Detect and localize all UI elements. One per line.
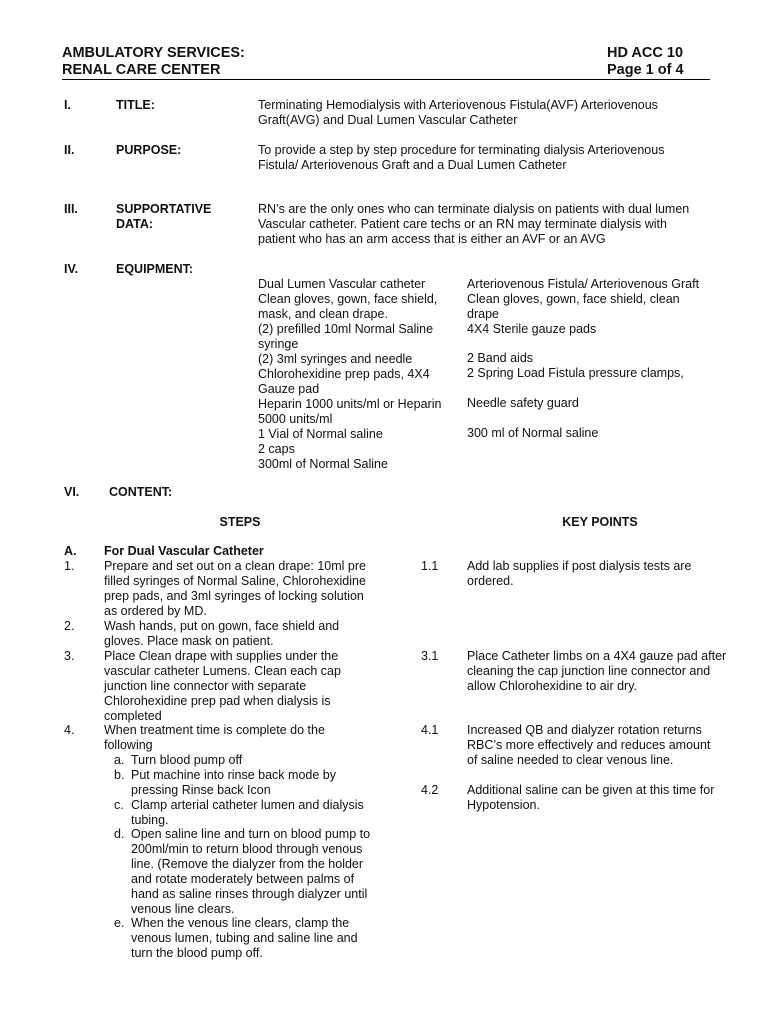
section-title-label: TITLE: [116, 98, 155, 112]
steps-section-letter: A. [64, 544, 77, 558]
section-title-text: Terminating Hemodialysis with Arteriovenous Fistula(AVF) Arteriovenous Graft(AVG) and Dual Lumen Vascular Catheter [258, 98, 658, 127]
key-points-column-header: KEY POINTS [562, 515, 638, 529]
substep-b-letter: b. [114, 768, 125, 782]
substep-d-text: Open saline line and turn on blood pump to 200ml/min to return blood through venous line. (Remove the dialyzer from the holder and rotate moderately between palms of hand as saline rinses through dialyzer until venous line clears. [131, 827, 371, 916]
step-1-text: Prepare and set out on a clean drape: 10ml pre filled syringes of Normal Saline, Chlorohexidine prep pads, and 3ml syringes of locking solution as ordered by MD. [104, 559, 366, 618]
steps-column-header: STEPS [219, 515, 261, 529]
step-3-text: Place Clean drape with supplies under the vascular catheter Lumens. Clean each cap junction line connector with separate Chlorohexidine prep pad when dialysis is completed [104, 649, 341, 723]
substep-b-text: Put machine into rinse back mode by pressing Rinse back Icon [131, 768, 336, 797]
section-equipment-label: EQUIPMENT: [116, 262, 194, 276]
section-purpose-number: II. [64, 143, 75, 157]
section-title-number: I. [64, 98, 71, 112]
equipment-fistula-list: Arteriovenous Fistula/ Arteriovenous Graft Clean gloves, gown, face shield, clean drape 4X4 Sterile gauze pads [467, 277, 700, 336]
substep-c-text: Clamp arterial catheter lumen and dialysis tubing. [131, 798, 364, 827]
step-1-number: 1. [64, 559, 75, 573]
substep-c-letter: c. [114, 798, 124, 812]
header-page-number: Page 1 of 4 [607, 62, 684, 78]
step-4-text: When treatment time is complete do the following [104, 723, 325, 752]
equipment-needle-guard: Needle safety guard [467, 396, 579, 410]
substep-e-text: When the venous line clears, clamp the venous lumen, tubing and saline line and turn the blood pump off. [131, 916, 358, 960]
step-3-number: 3. [64, 649, 75, 663]
section-purpose-label: PURPOSE: [116, 143, 182, 157]
section-equipment-number: IV. [64, 262, 79, 276]
key-point-4-2-text: Additional saline can be given at this time for Hypotension. [467, 783, 715, 812]
header-divider [62, 79, 710, 80]
section-supportive-number: III. [64, 202, 78, 216]
header-doc-code: HD ACC 10 [607, 45, 684, 61]
substep-a-letter: a. [114, 753, 125, 767]
equipment-band-aids: 2 Band aids [467, 351, 534, 365]
equipment-pressure-clamps: 2 Spring Load Fistula pressure clamps, [467, 366, 684, 380]
step-2-text: Wash hands, put on gown, face shield and gloves. Place mask on patient. [104, 619, 340, 648]
section-purpose-text: To provide a step by step procedure for terminating dialysis Arteriovenous Fistula/ Arteriovenous Graft and a Dual Lumen Catheter [258, 143, 665, 172]
header-department: AMBULATORY SERVICES: [62, 45, 245, 61]
equipment-catheter-list: Dual Lumen Vascular catheter Clean gloves, gown, face shield, mask, and clean drape. (2) prefilled 10ml Normal Saline syringe (2) 3ml syringes and needle Chlorohexidine prep pads, 4X4 Gauze pad Heparin 1000 units/ml or Heparin 5000 units/ml 1 Vial of Normal saline 2 caps 300ml of Normal Saline [258, 277, 442, 471]
equipment-normal-saline: 300 ml of Normal saline [467, 426, 599, 440]
section-supportive-text: RN’s are the only ones who can terminate dialysis on patients with dual lumen Vascular catheter. Patient care techs or an RN may terminate dialysis with patient who has an arm access that is either an AVF or an AVG [258, 202, 690, 246]
key-point-4-2-number: 4.2 [421, 783, 439, 797]
step-2-number: 2. [64, 619, 75, 633]
section-supportive-label: SUPPORTATIVE DATA: [116, 202, 212, 231]
key-point-3-1-text: Place Catheter limbs on a 4X4 gauze pad after cleaning the cap junction line connector and allow Chlorohexidine to air dry. [467, 649, 727, 693]
key-point-4-1-text: Increased QB and dialyzer rotation returns RBC’s more effectively and reduces amount of saline needed to clear venous line. [467, 723, 711, 767]
key-point-4-1-number: 4.1 [421, 723, 439, 737]
key-point-1-1-text: Add lab supplies if post dialysis tests are ordered. [467, 559, 692, 588]
substep-d-letter: d. [114, 827, 125, 841]
substep-a-text: Turn blood pump off [131, 753, 243, 767]
steps-section-title: For Dual Vascular Catheter [104, 544, 264, 558]
key-point-3-1-number: 3.1 [421, 649, 439, 663]
section-content-number: VI. [64, 485, 80, 499]
key-point-1-1-number: 1.1 [421, 559, 439, 573]
header-center: RENAL CARE CENTER [62, 62, 221, 78]
substep-e-letter: e. [114, 916, 125, 930]
step-4-number: 4. [64, 723, 75, 737]
section-content-label: CONTENT: [109, 485, 173, 499]
